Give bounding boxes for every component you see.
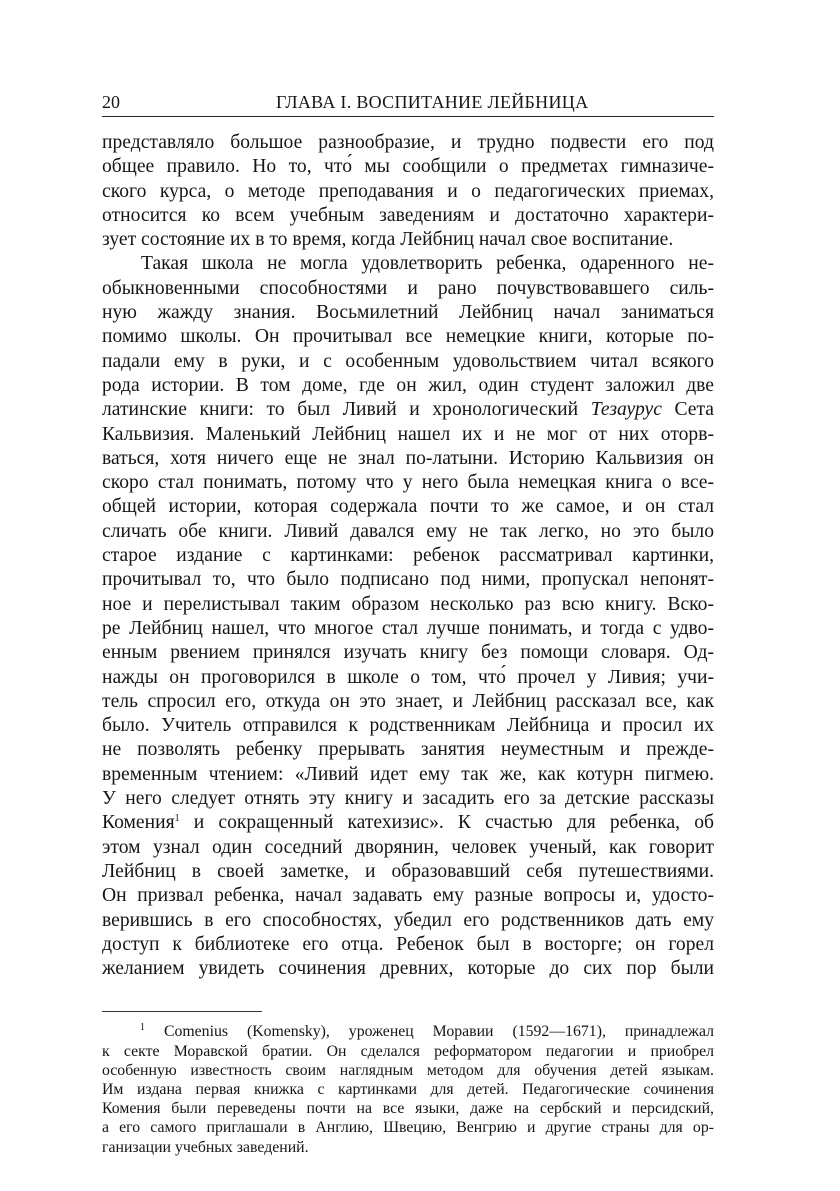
text-line: Он призвал ребенка, начал задавать ему разные вопросы и, удосто- [102,885,714,907]
text-line: Кальвизия. Маленький Лейбниц нашел их и не мог от них оторв- [102,423,714,445]
text-line: прочитывал то, что было подписано под ними, пропускал непонят- [102,569,714,591]
text-line: желанием увидеть сочинения древних, которые до сих пор были [102,958,714,980]
text-segment: Комения [102,812,175,834]
footnote-marker: 1 [140,1022,145,1034]
text-line: Такая школа не могла удовлетворить ребенка, одаренного не- [141,253,714,275]
text-line: обыкновенными способностями и рано почувствовавшего силь- [102,277,714,299]
text-line: было. Учитель отправился к родственникам Лейбница и просил их [102,715,714,737]
text-line: старое издание с картинками: ребенок рассматривал картинки, [102,545,714,567]
footnote-reference[interactable]: 1 [174,813,180,825]
text-line: не позволять ребенку прерывать занятия неуместным и прежде- [102,739,714,761]
text-line: тель спросил его, откуда он это знает, и Лейбниц рассказал все, как [102,690,714,712]
text-line: доступ к библиотеке его отца. Ребенок был в восторге; он горел [102,933,714,955]
text-line: общей истории, которая содержала почти то же самое, и он стал [102,496,714,518]
text-line: сличать обе книги. Ливий давался ему не так легко, но это было [102,520,714,542]
footnote-line: к секте Моравской братии. Он сделался реформатором педагогии и приобрел [102,1042,714,1060]
footnote-line: Им издана первая книжка с картинками для детей. Педагогические сочинения [102,1080,714,1098]
footnote [102,1022,714,1156]
text-line: временным чтением: «Ливий идет ему так же, как котурн пигмею. [102,763,714,785]
footnote-line: а его самого приглашали в Англию, Швецию, Венгрию и другие страны для ор- [102,1119,714,1137]
text-line: ского курса, о методе преподавания и о педагогических приемах, [102,180,714,202]
footnote-line: особенную известность своим наглядным методом для обучения детей языкам. [102,1061,714,1079]
text-segment: латинские книги: то был Ливий и хронологический [102,399,579,421]
text-line: ре Лейбниц нашел, что многое стал лучше понимать, и тогда с удво- [102,617,714,639]
text-line: ную жажду знания. Восьмилетний Лейбниц начал заниматься [102,302,714,324]
text-line: У него следует отнять эту книгу и засадить его за детские рассказы [102,788,714,810]
footnote-line [102,1022,714,1041]
text-line: падали ему в руки, и с особенным удовольствием читал всякого [102,350,714,372]
footnote-divider [102,1011,262,1012]
text-line: рода истории. В том доме, где он жил, один студент заложил две [102,374,714,396]
text-line: ное и перелистывал таким образом несколько раз всю книгу. Вско- [102,593,714,615]
text-line: ваться, хотя ничего еще не знал по-латыни. Историю Кальвизия он [102,447,714,469]
text-segment: и сокращенный катехизис». К счастью для ребенка, об [179,812,714,834]
text-line: помимо школы. Он прочитывал все немецкие книги, которые по- [102,326,714,348]
text-line: енным рвением принялся изучать книгу без помощи словаря. Од- [102,642,714,664]
main-text [102,131,714,981]
text-line: нажды он проговорился в школе о том, что́ прочел у Ливия; учи- [102,666,714,688]
text-line: скоро стал понимать, потому что у него была немецкая книга о все- [102,472,714,494]
text-line [102,811,714,835]
text-segment: Comenius (Komensky), уроженец Моравии (1592—1671), принадлежал [145,1023,714,1041]
text-line [102,398,714,422]
page-number: 20 [102,92,120,112]
chapter-title: ГЛАВА I. ВОСПИТАНИЕ ЛЕЙБНИЦА [276,92,589,112]
text-line: представляло большое разнообразие, и трудно подвести его под [102,132,714,153]
text-line: общее правило. Но то, что́ мы сообщили о предметах гимназиче- [102,156,714,178]
running-head [102,84,714,117]
text-line: зует состояние их в то время, когда Лейбниц начал свое воспитание. [102,229,674,251]
text-line: этом узнал один соседний дворянин, человек ученый, как говорит [102,836,714,858]
text-line: относится ко всем учебным заведениям и достаточно характери- [102,204,714,226]
text-line: верившись в его способностях, убедил его родственников дать ему [102,909,714,931]
text-segment: Сета [661,399,714,421]
text-line: Лейбниц в своей заметке, и образовавший себя путешествиями. [102,860,714,882]
book-page [102,84,714,1157]
footnote-line: ганизации учебных заведений. [102,1138,309,1156]
footnote-line: Комения были переведены почти на все языки, даже на сербский и персидский, [102,1100,714,1118]
book-title-italic: Тезаурус [590,399,662,421]
